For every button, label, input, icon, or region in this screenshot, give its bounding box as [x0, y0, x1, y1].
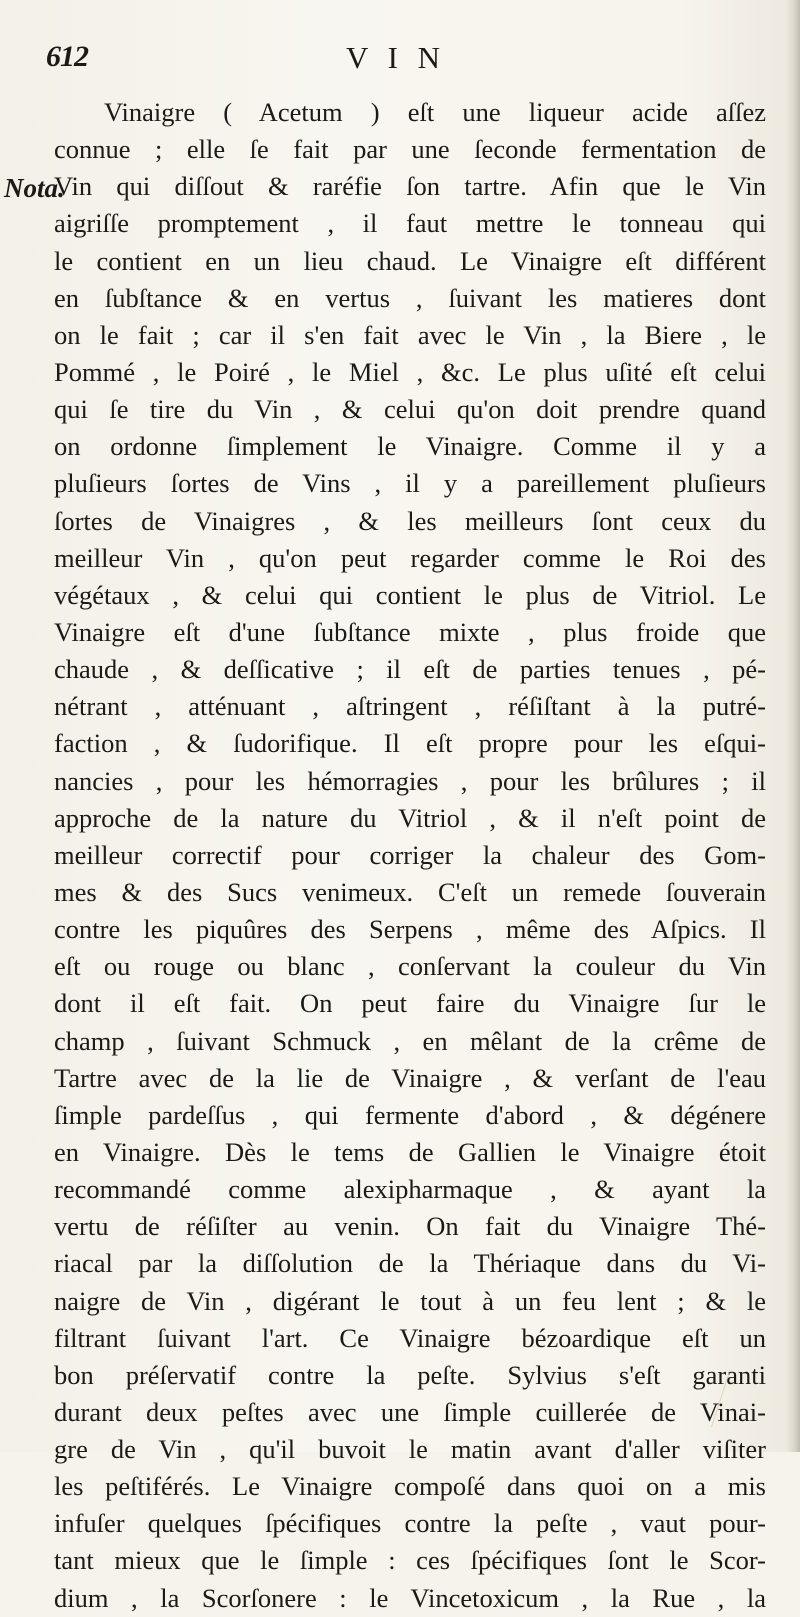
- page-number: 612: [46, 40, 88, 73]
- text-line: le contient en un lieu chaud. Le Vinaigre eſt différent: [54, 245, 766, 276]
- text-line: connue ; elle ſe fait par une ſeconde fermentation de: [54, 134, 766, 165]
- text-line: riacal par la diſſolution de la Thériaque dans du Vi-: [54, 1248, 766, 1279]
- text-line: naigre de Vin , digérant le tout à un feu lent ; & le: [54, 1285, 766, 1316]
- text-line: Tartre avec de la lie de Vinaigre , & verſant de l'eau: [54, 1062, 766, 1093]
- text-line: nétrant , atténuant , aſtringent , réſiſtant à la putré-: [54, 691, 766, 722]
- text-line: bon préſervatif contre la peſte. Sylvius s'eſt garanti: [54, 1359, 766, 1390]
- text-line: approche de la nature du Vitriol , & il n'eſt point de: [54, 802, 766, 833]
- text-line: meilleur correctif pour corriger la chaleur des Gom-: [54, 839, 766, 870]
- body-text: [54, 94, 766, 1617]
- text-line: meilleur Vin , qu'on peut regarder comme le Roi des: [54, 542, 766, 573]
- page-header: [46, 40, 766, 80]
- text-line: végétaux , & celui qui contient le plus de Vitriol. Le: [54, 579, 766, 610]
- text-line: infuſer quelques ſpécifiques contre la peſte , vaut pour-: [54, 1508, 766, 1539]
- text-line: Vin qui diſſout & raréfie ſon tartre. Afin que le Vin: [54, 171, 766, 202]
- text-line: les peſtiférés. Le Vinaigre compoſé dans quoi on a mis: [54, 1471, 766, 1502]
- text-line: filtrant ſuivant l'art. Ce Vinaigre bézoardique eſt un: [54, 1322, 766, 1353]
- text-line: qui ſe tire du Vin , & celui qu'on doit prendre quand: [54, 394, 766, 425]
- text-line: tant mieux que le ſimple : ces ſpécifiques ſont le Scor-: [54, 1545, 766, 1576]
- text-line: pluſieurs ſortes de Vins , il y a pareillement pluſieurs: [54, 468, 766, 499]
- margin-note: Nota.: [4, 173, 65, 203]
- running-head: V I N: [346, 40, 447, 75]
- text-line: on le fait ; car il s'en fait avec le Vin , la Biere , le: [54, 319, 766, 350]
- text-line: Pommé , le Poiré , le Miel , &c. Le plus uſité eſt celui: [54, 356, 766, 387]
- text-line: nancies , pour les hémorragies , pour les brûlures ; il: [54, 765, 766, 796]
- text-line: en Vinaigre. Dès le tems de Gallien le Vinaigre étoit: [54, 1136, 766, 1167]
- text-line: faction , & ſudorifique. Il eſt propre pour les eſqui-: [54, 728, 766, 759]
- text-line: durant deux peſtes avec une ſimple cuillerée de Vinai-: [54, 1396, 766, 1427]
- text-line: dium , la Scorſonere : le Vincetoxicum , la Rue , la: [54, 1582, 766, 1613]
- text-line: gre de Vin , qu'il buvoit le matin avant d'aller viſiter: [54, 1434, 766, 1465]
- text-line: recommandé comme alexipharmaque , & ayant la: [54, 1174, 766, 1205]
- text-line: eſt ou rouge ou blanc , conſervant la couleur du Vin: [54, 951, 766, 982]
- text-line: chaude , & deſſicative ; il eſt de parties tenues , pé-: [54, 654, 766, 685]
- text-line: on ordonne ſimplement le Vinaigre. Comme il y a: [54, 431, 766, 462]
- text-line: ſortes de Vinaigres , & les meilleurs ſont ceux du: [54, 505, 766, 536]
- text-line: ſimple pardeſſus , qui fermente d'abord , & dégénere: [54, 1099, 766, 1130]
- text-line: en ſubſtance & en vertus , ſuivant les matieres dont: [54, 282, 766, 313]
- text-line: aigriſſe promptement , il faut mettre le tonneau qui: [54, 208, 766, 239]
- text-line: mes & des Sucs venimeux. C'eſt un remede ſouverain: [54, 876, 766, 907]
- text-line: vertu de réſiſter au venin. On fait du Vinaigre Thé-: [54, 1211, 766, 1242]
- page-edge-shadow: [786, 0, 800, 1452]
- text-line: Vinaigre eſt d'une ſubſtance mixte , plus froide que: [54, 616, 766, 647]
- text-line: contre les piquûres des Serpens , même des Aſpics. Il: [54, 914, 766, 945]
- text-line: dont il eſt fait. On peut faire du Vinaigre ſur le: [54, 988, 766, 1019]
- text-line: champ , ſuivant Schmuck , en mêlant de la crême de: [54, 1025, 766, 1056]
- text-line: Vinaigre ( Acetum ) eſt une liqueur acide aſſez: [104, 97, 766, 127]
